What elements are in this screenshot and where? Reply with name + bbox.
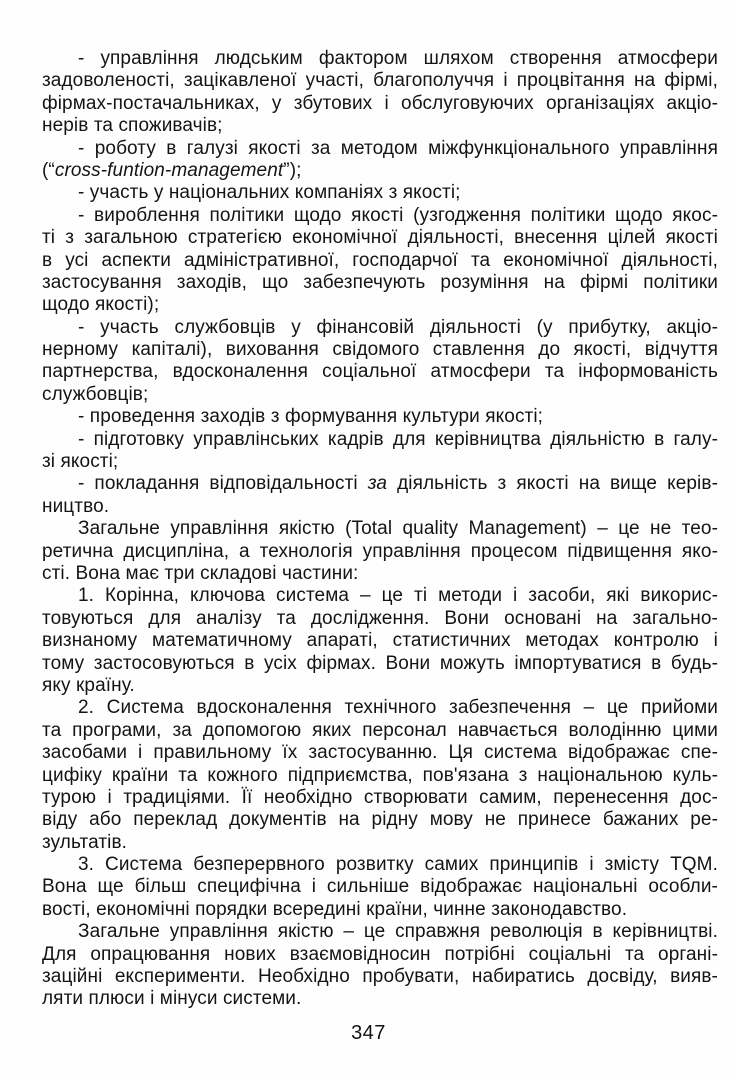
- text-line: - роботу в галузі якості за методом міжфункціонального управління: [78, 137, 718, 159]
- text-line: задоволеності, зацікавленої участі, благополуччя і процвітання на фірмі,: [42, 70, 718, 92]
- text-line: цифіку країни та кожного підприємства, пов'язана з національною куль-: [42, 764, 718, 786]
- page-text-block: [42, 48, 718, 1011]
- text-line: 3. Система безперервного розвитку самих принципів і змісту TQM.: [78, 854, 718, 876]
- text-line: (“cross-funtion-management”);: [42, 159, 302, 181]
- paragraph: [42, 518, 718, 585]
- text-line: тому застосовуються в усіх фірмах. Вони можуть імпортуватися в будь-: [42, 652, 718, 674]
- text-line: товуються для аналізу та дослідження. Вони основані на загально-: [42, 607, 718, 629]
- text-line: фірмах-постачальниках, у збутових і обслуговуючих організаціях акціо-: [42, 92, 718, 114]
- paragraph: [42, 182, 718, 204]
- text-line: віду або переклад документів на рідну мову не принесе бажаних ре-: [42, 809, 718, 831]
- paragraph: [42, 205, 718, 317]
- text-line: Загальне управління якістю – це справжня революція в керівництві.: [78, 921, 718, 943]
- text-line: - участь службовців у фінансовій діяльності (у прибутку, акціо-: [78, 316, 718, 338]
- text-line: - проведення заходів з формування культури якості;: [78, 406, 544, 428]
- text-line: засобами і правильному їх застосуванню. Ця система відображає спе-: [42, 742, 718, 764]
- text-line: нерному капіталі), виховання свідомого ставлення до якості, відчуття: [42, 339, 718, 361]
- text-line: - покладання відповідальності за діяльність з якості на вище керів-: [78, 473, 718, 495]
- text-line: Для опрацювання нових взаємовідносин потрібні соціальні та органі-: [42, 943, 718, 965]
- paragraph: [42, 921, 718, 1011]
- text-line: 2. Система вдосконалення технічного забезпечення – це прийоми: [78, 697, 718, 719]
- text-line: службовців;: [42, 383, 149, 405]
- text-line: Загальне управління якістю (Total quality Management) – це не тео-: [78, 518, 718, 540]
- paragraph: [42, 429, 718, 474]
- text-line: ництво.: [42, 495, 110, 517]
- text-line: - участь у національних компаніях з якості;: [78, 182, 461, 204]
- text-line: ляти плюси і мінуси системи.: [42, 988, 302, 1010]
- paragraph: [42, 48, 718, 138]
- paragraph: [42, 697, 718, 854]
- text-line: - управління людським фактором шляхом створення атмосфери: [78, 48, 718, 69]
- text-line: сті. Вона має три складові частини:: [42, 562, 359, 584]
- text-line: в усі аспекти адміністративної, господарчої та економічної діяльності,: [42, 249, 718, 271]
- text-line: визнаному математичному апараті, статистичних методах контролю і: [42, 630, 718, 652]
- paragraph: [42, 854, 718, 921]
- text-line: застосування заходів, що забезпечують розуміння на фірмі політики: [42, 271, 718, 293]
- paragraph: [42, 585, 718, 697]
- paragraph: [42, 138, 718, 183]
- text-line: турою і традиціями. Її необхідно створювати самим, перенесення дос-: [42, 786, 718, 808]
- paragraph: [42, 317, 718, 407]
- text-line: ті з загальною стратегією економічної діяльності, внесення цілей якості: [42, 227, 718, 249]
- text-line: - вироблення політики щодо якості (узгодження політики щодо якос-: [78, 204, 718, 226]
- paragraph: [42, 406, 718, 428]
- text-line: заційні експерименти. Необхідно пробувати, набиратись досвіду, вияв-: [42, 966, 718, 988]
- text-line: зі якості;: [42, 451, 119, 473]
- text-line: партнерства, вдосконалення соціальної атмосфери та інформованість: [42, 361, 718, 383]
- paragraph: [42, 473, 718, 518]
- text-line: яку країну.: [42, 674, 135, 696]
- text-line: вості, економічні порядки всередині країни, чинне законодавство.: [42, 898, 628, 920]
- text-line: - підготовку управлінських кадрів для керівництва діяльністю в галу-: [78, 428, 718, 450]
- text-line: Вона ще більш специфічна і сильніше відображає національні особли-: [42, 876, 718, 898]
- text-line: та програми, за допомогою яких персонал навчається володінню цими: [42, 719, 718, 741]
- page-number: 347: [351, 1022, 386, 1044]
- text-line: щодо якості);: [42, 294, 160, 316]
- text-line: ретична дисципліна, а технологія управління процесом підвищення яко-: [42, 540, 718, 562]
- text-line: 1. Корінна, ключова система – це ті методи і засоби, які викорис-: [78, 585, 718, 607]
- text-line: нерів та споживачів;: [42, 115, 223, 137]
- text-line: зультатів.: [42, 831, 128, 853]
